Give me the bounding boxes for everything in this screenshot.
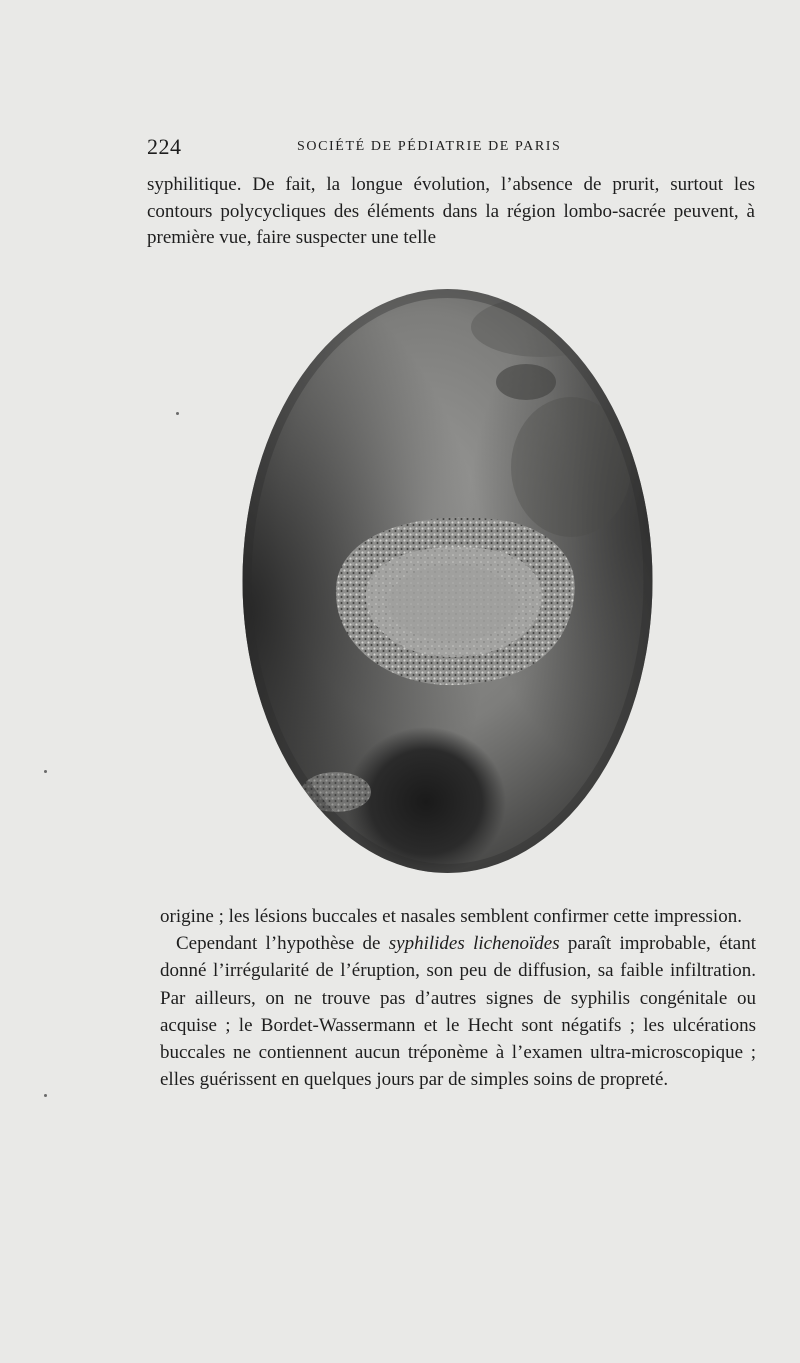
page-number: 224 [147,134,182,159]
running-head: SOCIÉTÉ DE PÉDIATRIE DE PARIS [297,139,562,154]
paragraph-cependant [160,930,756,1093]
paragraph-continuation: origine ; les lésions buccales et nasales semblent confirmer cette impression. [160,906,742,927]
para2-text-end: paraît improbable, étant donné l’irrégularité de l’éruption, son peu de diffusion, sa faible infiltration. Par ailleurs, on ne trouve pas d’autres signes de syphilis congénitale ou acquise ; le Bordet-Wassermann et le Hecht sont négatifs ; les ulcérations buccales ne contiennent aucun tréponème à l’examen ultra-microscopique ; elles guérissent en quelques jours par de simples soins de propreté. [160,933,756,1091]
body-text-top [147,172,755,252]
paper-speck [44,770,47,773]
dark-patch [346,727,506,875]
skin-lesion-photograph [241,287,654,875]
page-header [147,134,754,164]
body-text-bottom [160,903,756,1093]
para2-text-start: Cependant l’hypothèse de [176,933,389,955]
italic-term: syphilides lichenoïdes [388,933,560,955]
paragraph-top: syphilitique. De fait, la longue évolution, l’absence de prurit, surtout les contours polycycliques des éléments dans la région lombo-sacrée peuvent, à première vue, faire suspecter une telle [147,174,755,248]
paper-speck [176,412,179,415]
oval-photo-plate [241,287,654,875]
paper-speck [44,1094,47,1097]
